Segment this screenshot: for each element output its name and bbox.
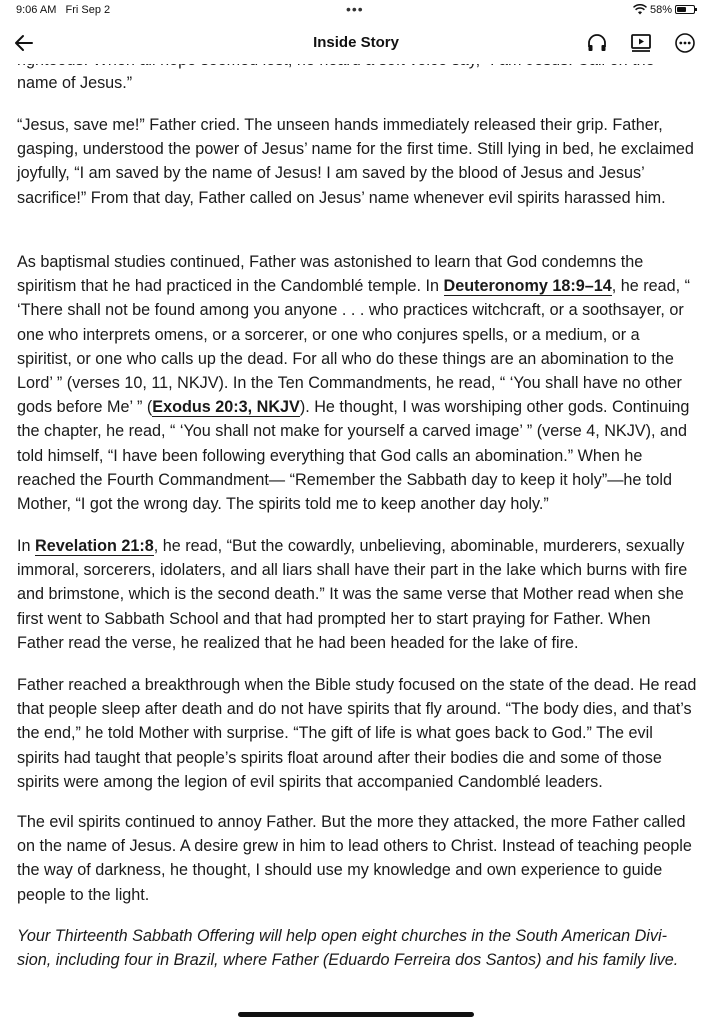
paragraph-4-text-b: , he read, “But the cowardly, unbelieving, abominable, murderers, sexually immoral, sorcerers, idolaters, and all liars shall have their part in the lake which burns with fire and brimstone, which is the second death.” It was the same verse that Mother read when she first went to Sabbath School and that had prompted her to start praying for Father. When Father read the verse, he realized that he had been headed for the lake of fire.	[17, 537, 688, 652]
paragraph-3-text-a: As baptismal studies continued, Father was astonished to learn that God condemns the spiritism that he had practiced in the Candomblé temple. In	[17, 253, 644, 296]
battery-fill	[677, 7, 686, 12]
bible-ref-deuteronomy[interactable]: Deuteronomy 18:9–14	[443, 277, 612, 296]
nav-bar	[0, 22, 712, 64]
battery-icon	[675, 5, 695, 14]
bible-ref-exodus[interactable]: Exodus 20:3, NKJV	[152, 398, 300, 417]
paragraph-3	[17, 250, 697, 516]
status-time: 9:06 AM Fri Sep 2	[16, 4, 111, 16]
paragraph-2: “Jesus, save me!” Father cried. The unseen hands immediately released their grip. Father, gasping, understood the power of Jesus’ name for the first time. Still lying in bed, he exclaimed joyfully, “I am saved by the name of Jesus! I am saved by the blood of Jesus and Jesus’ sacrifice!” From that day, Father called on Jesus’ name whenever evil spirits harassed him.	[17, 116, 694, 207]
paragraph-3-text-c: ). He thought, I was worshiping other gods. Continuing the chapter, he read, “ ‘You shall not make for yourself a carved image’ ” (verse 4, NKJV), and told himself, “I have been following everything that God calls an abomination.” When he reached the Fourth Commandment— “Remember the Sabbath day to keep it holy”—he told Mother, “I got the wrong day. The spirits told me to keep another day holy.”	[17, 398, 690, 514]
paragraph-4	[17, 534, 697, 655]
bible-ref-revelation[interactable]: Revelation 21:8	[35, 537, 154, 555]
page-title: Inside Story	[313, 34, 399, 51]
status-bar	[0, 0, 712, 22]
offering-note: Your Thirteenth Sabbath Offering will help open eight churches in the South American Divi-sion, including four in Brazil, where Father (Eduardo Ferreira dos Santos) and his family live.	[17, 927, 679, 970]
more-horizontal-icon[interactable]	[674, 32, 696, 54]
home-indicator[interactable]	[238, 1012, 474, 1017]
paragraph-5: Father reached a breakthrough when the Bible study focused on the state of the dead. He read that people sleep after death and do not have spirits that fly around. “The body dies, and that’s the end,” he told Mother with surprise. “The gift of life is what goes back to God.” The evil spirits had taught that people’s spirits float around after their bodies die and some of those spirits were among the legion of evil spirits that accompanied Candomblé leaders.	[17, 676, 697, 791]
paragraph-4-text-a: In	[17, 537, 35, 555]
battery-percentage: 58%	[650, 4, 673, 16]
multitasking-dots[interactable]: •••	[346, 1, 364, 17]
wifi-icon	[633, 4, 647, 15]
headphones-icon[interactable]	[586, 32, 608, 54]
paragraph-3-text-b: , he read, “ ‘There shall not be found among you anyone . . . who practices witchcraft, or a soothsayer, or one who interprets omens, or a sorcerer, or one who conjures spells, or a medium, or a spiritist, or one who calls up the dead. For all who do these things are an abomination to the Lord’ ” (verses 10, 11, NKJV). In the Ten Commandments, he read, “ ‘You shall have no other gods before Me’ ” (	[17, 277, 691, 417]
paragraph-1: name of Jesus.”	[17, 74, 133, 92]
video-play-icon[interactable]	[630, 32, 652, 54]
paragraph-6: The evil spirits continued to annoy Father. But the more they attacked, the more Father called on the name of Jesus. A desire grew in him to lead others to Christ. Instead of teaching people the way of darkness, he thought, I should use my knowledge and own experience to guide people to the light.	[17, 813, 692, 904]
